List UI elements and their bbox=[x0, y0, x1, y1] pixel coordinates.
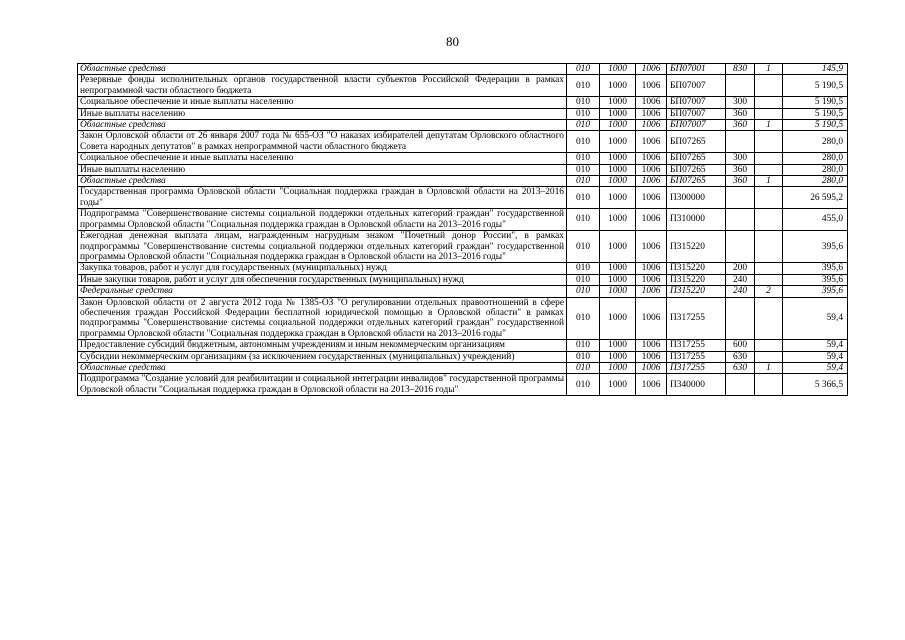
funding-source-cell bbox=[755, 340, 783, 351]
ministry-code-cell: 010 bbox=[567, 209, 600, 231]
section-code-cell: 1000 bbox=[600, 153, 636, 164]
target-item-code-cell: БП07265 bbox=[667, 164, 726, 175]
ministry-code-cell: 010 bbox=[567, 351, 600, 362]
target-item-code-cell: БП07265 bbox=[667, 153, 726, 164]
target-item-code-cell: П317255 bbox=[667, 351, 726, 362]
expense-name-cell: Подпрограмма "Создание условий для реабилитации и социальной интеграции инвалидов" государственной программы Орловской области "Социальная поддержка граждан в Орловской области на 2013–2016 годы" bbox=[78, 374, 567, 396]
table-row bbox=[78, 164, 848, 175]
target-item-code-cell: БП07001 bbox=[667, 64, 726, 75]
ministry-code-cell: 010 bbox=[567, 164, 600, 175]
amount-cell: 455,0 bbox=[783, 209, 848, 231]
expense-type-code-cell: 360 bbox=[726, 108, 755, 119]
expense-type-code-cell: 630 bbox=[726, 351, 755, 362]
section-code-cell: 1000 bbox=[600, 120, 636, 131]
ministry-code-cell: 010 bbox=[567, 131, 600, 153]
expense-name-cell: Субсидии некоммерческим организациям (за исключением государственных (муниципальных) учреждений) bbox=[78, 351, 567, 362]
amount-cell: 5 190,5 bbox=[783, 108, 848, 119]
table-row bbox=[78, 209, 848, 231]
ministry-code-cell: 010 bbox=[567, 153, 600, 164]
expense-type-code-cell: 360 bbox=[726, 120, 755, 131]
section-code-cell: 1000 bbox=[600, 374, 636, 396]
target-item-code-cell: П317255 bbox=[667, 297, 726, 340]
table-row bbox=[78, 108, 848, 119]
expense-name-cell: Областные средства bbox=[78, 64, 567, 75]
expense-type-code-cell: 630 bbox=[726, 362, 755, 373]
funding-source-cell bbox=[755, 108, 783, 119]
target-item-code-cell: БП07265 bbox=[667, 176, 726, 187]
funding-source-cell bbox=[755, 131, 783, 153]
amount-cell: 59,4 bbox=[783, 362, 848, 373]
ministry-code-cell: 010 bbox=[567, 274, 600, 285]
section-code-cell: 1000 bbox=[600, 108, 636, 119]
expense-name-cell: Областные средства bbox=[78, 120, 567, 131]
target-item-code-cell: П300000 bbox=[667, 187, 726, 209]
amount-cell: 5 190,5 bbox=[783, 120, 848, 131]
funding-source-cell bbox=[755, 97, 783, 108]
subsection-code-cell: 1006 bbox=[636, 297, 667, 340]
funding-source-cell bbox=[755, 274, 783, 285]
section-code-cell: 1000 bbox=[600, 164, 636, 175]
expense-name-cell: Иные выплаты населению bbox=[78, 108, 567, 119]
expense-type-code-cell bbox=[726, 209, 755, 231]
expense-name-cell: Иные закупки товаров, работ и услуг для обеспечения государственных (муниципальных) нужд bbox=[78, 274, 567, 285]
amount-cell: 280,0 bbox=[783, 131, 848, 153]
section-code-cell: 1000 bbox=[600, 209, 636, 231]
subsection-code-cell: 1006 bbox=[636, 64, 667, 75]
section-code-cell: 1000 bbox=[600, 351, 636, 362]
section-code-cell: 1000 bbox=[600, 64, 636, 75]
funding-source-cell bbox=[755, 231, 783, 263]
target-item-code-cell: БП07007 bbox=[667, 97, 726, 108]
expense-type-code-cell: 300 bbox=[726, 97, 755, 108]
page-number: 80 bbox=[446, 34, 459, 49]
subsection-code-cell: 1006 bbox=[636, 120, 667, 131]
expense-name-cell: Закупка товаров, работ и услуг для государственных (муниципальных) нужд bbox=[78, 263, 567, 274]
target-item-code-cell: П315220 bbox=[667, 231, 726, 263]
expense-type-code-cell: 240 bbox=[726, 286, 755, 297]
target-item-code-cell: П315220 bbox=[667, 286, 726, 297]
target-item-code-cell: БП07007 bbox=[667, 108, 726, 119]
table-row bbox=[78, 75, 848, 97]
amount-cell: 280,0 bbox=[783, 176, 848, 187]
expense-type-code-cell bbox=[726, 131, 755, 153]
table-row bbox=[78, 153, 848, 164]
ministry-code-cell: 010 bbox=[567, 231, 600, 263]
subsection-code-cell: 1006 bbox=[636, 176, 667, 187]
section-code-cell: 1000 bbox=[600, 340, 636, 351]
expense-type-code-cell: 360 bbox=[726, 164, 755, 175]
amount-cell: 5 366,5 bbox=[783, 374, 848, 396]
ministry-code-cell: 010 bbox=[567, 297, 600, 340]
target-item-code-cell: П317255 bbox=[667, 362, 726, 373]
amount-cell: 5 190,5 bbox=[783, 97, 848, 108]
table-row bbox=[78, 97, 848, 108]
expense-type-code-cell bbox=[726, 231, 755, 263]
funding-source-cell bbox=[755, 297, 783, 340]
expense-name-cell: Закон Орловской области от 2 августа 2012 года № 1385-ОЗ "О регулировании отдельных правоотношений в сфере обеспечения граждан Российской Федерации бесплатной юридической помощью в Орловской области" в рамках подпрограммы "Совершенствование системы социальной поддержки отдельных категорий граждан" государственной программы Орловской области "Социальная поддержка граждан в Орловской области на 2013–2016 годы" bbox=[78, 297, 567, 340]
table-row bbox=[78, 297, 848, 340]
expense-name-cell: Федеральные средства bbox=[78, 286, 567, 297]
ministry-code-cell: 010 bbox=[567, 120, 600, 131]
section-code-cell: 1000 bbox=[600, 274, 636, 285]
table-row bbox=[78, 131, 848, 153]
expense-name-cell: Социальное обеспечение и иные выплаты населению bbox=[78, 97, 567, 108]
budget-table bbox=[77, 63, 848, 396]
ministry-code-cell: 010 bbox=[567, 75, 600, 97]
amount-cell: 145,9 bbox=[783, 64, 848, 75]
funding-source-cell: 2 bbox=[755, 286, 783, 297]
ministry-code-cell: 010 bbox=[567, 340, 600, 351]
funding-source-cell bbox=[755, 374, 783, 396]
ministry-code-cell: 010 bbox=[567, 286, 600, 297]
section-code-cell: 1000 bbox=[600, 75, 636, 97]
target-item-code-cell: П315220 bbox=[667, 263, 726, 274]
funding-source-cell: 1 bbox=[755, 176, 783, 187]
target-item-code-cell: П315220 bbox=[667, 274, 726, 285]
amount-cell: 395,6 bbox=[783, 274, 848, 285]
table-row bbox=[78, 340, 848, 351]
subsection-code-cell: 1006 bbox=[636, 187, 667, 209]
target-item-code-cell: БП07007 bbox=[667, 120, 726, 131]
amount-cell: 395,6 bbox=[783, 263, 848, 274]
funding-source-cell: 1 bbox=[755, 362, 783, 373]
funding-source-cell bbox=[755, 187, 783, 209]
ministry-code-cell: 010 bbox=[567, 362, 600, 373]
expense-type-code-cell: 830 bbox=[726, 64, 755, 75]
expense-type-code-cell: 200 bbox=[726, 263, 755, 274]
subsection-code-cell: 1006 bbox=[636, 351, 667, 362]
section-code-cell: 1000 bbox=[600, 297, 636, 340]
amount-cell: 395,6 bbox=[783, 231, 848, 263]
funding-source-cell bbox=[755, 164, 783, 175]
section-code-cell: 1000 bbox=[600, 231, 636, 263]
subsection-code-cell: 1006 bbox=[636, 362, 667, 373]
target-item-code-cell: БП07007 bbox=[667, 75, 726, 97]
ministry-code-cell: 010 bbox=[567, 187, 600, 209]
table-row bbox=[78, 351, 848, 362]
expense-name-cell: Предоставление субсидий бюджетным, автономным учреждениям и иным некоммерческим организациям bbox=[78, 340, 567, 351]
ministry-code-cell: 010 bbox=[567, 108, 600, 119]
subsection-code-cell: 1006 bbox=[636, 97, 667, 108]
expense-type-code-cell bbox=[726, 187, 755, 209]
amount-cell: 59,4 bbox=[783, 340, 848, 351]
subsection-code-cell: 1006 bbox=[636, 374, 667, 396]
expense-name-cell: Областные средства bbox=[78, 362, 567, 373]
table-row bbox=[78, 286, 848, 297]
ministry-code-cell: 010 bbox=[567, 263, 600, 274]
expense-name-cell: Социальное обеспечение и иные выплаты населению bbox=[78, 153, 567, 164]
amount-cell: 59,4 bbox=[783, 351, 848, 362]
table-row bbox=[78, 187, 848, 209]
target-item-code-cell: БП07265 bbox=[667, 131, 726, 153]
section-code-cell: 1000 bbox=[600, 187, 636, 209]
subsection-code-cell: 1006 bbox=[636, 340, 667, 351]
section-code-cell: 1000 bbox=[600, 362, 636, 373]
amount-cell: 26 595,2 bbox=[783, 187, 848, 209]
subsection-code-cell: 1006 bbox=[636, 131, 667, 153]
funding-source-cell: 1 bbox=[755, 64, 783, 75]
table-row bbox=[78, 374, 848, 396]
subsection-code-cell: 1006 bbox=[636, 286, 667, 297]
expense-name-cell: Иные выплаты населению bbox=[78, 164, 567, 175]
expense-name-cell: Областные средства bbox=[78, 176, 567, 187]
subsection-code-cell: 1006 bbox=[636, 164, 667, 175]
expense-name-cell: Закон Орловской области от 26 января 2007 года № 655-ОЗ "О наказах избирателей депутатам Орловского областного Совета народных депутатов" в рамках непрограммной части областного бюджета bbox=[78, 131, 567, 153]
expense-type-code-cell bbox=[726, 297, 755, 340]
amount-cell: 59,4 bbox=[783, 297, 848, 340]
section-code-cell: 1000 bbox=[600, 263, 636, 274]
section-code-cell: 1000 bbox=[600, 286, 636, 297]
table-row bbox=[78, 362, 848, 373]
expense-type-code-cell: 240 bbox=[726, 274, 755, 285]
funding-source-cell bbox=[755, 263, 783, 274]
expense-name-cell: Подпрограмма "Совершенствование системы социальной поддержки отдельных категорий граждан" государственной программы Орловской области "Социальная поддержка граждан в Орловской области на 2013–2016 годы" bbox=[78, 209, 567, 231]
table-row bbox=[78, 120, 848, 131]
expense-type-code-cell bbox=[726, 75, 755, 97]
funding-source-cell: 1 bbox=[755, 120, 783, 131]
funding-source-cell bbox=[755, 153, 783, 164]
amount-cell: 280,0 bbox=[783, 153, 848, 164]
expense-type-code-cell bbox=[726, 374, 755, 396]
subsection-code-cell: 1006 bbox=[636, 153, 667, 164]
subsection-code-cell: 1006 bbox=[636, 75, 667, 97]
ministry-code-cell: 010 bbox=[567, 176, 600, 187]
expense-name-cell: Ежегодная денежная выплата лицам, награжденным нагрудным знаком "Почетный донор России", в рамках подпрограммы "Совершенствование системы социальной поддержки отдельных категорий граждан" государственной программы Орловской области "Социальная поддержка граждан в Орловской области на 2013–2016 годы" bbox=[78, 231, 567, 263]
funding-source-cell bbox=[755, 75, 783, 97]
amount-cell: 280,0 bbox=[783, 164, 848, 175]
budget-table-body bbox=[78, 64, 848, 396]
ministry-code-cell: 010 bbox=[567, 97, 600, 108]
subsection-code-cell: 1006 bbox=[636, 108, 667, 119]
target-item-code-cell: П310000 bbox=[667, 209, 726, 231]
ministry-code-cell: 010 bbox=[567, 64, 600, 75]
expense-name-cell: Государственная программа Орловской области "Социальная поддержка граждан в Орловской области на 2013–2016 годы" bbox=[78, 187, 567, 209]
expense-type-code-cell: 600 bbox=[726, 340, 755, 351]
target-item-code-cell: П340000 bbox=[667, 374, 726, 396]
subsection-code-cell: 1006 bbox=[636, 274, 667, 285]
table-row bbox=[78, 263, 848, 274]
subsection-code-cell: 1006 bbox=[636, 231, 667, 263]
subsection-code-cell: 1006 bbox=[636, 209, 667, 231]
target-item-code-cell: П317255 bbox=[667, 340, 726, 351]
ministry-code-cell: 010 bbox=[567, 374, 600, 396]
amount-cell: 5 190,5 bbox=[783, 75, 848, 97]
expense-name-cell: Резервные фонды исполнительных органов государственной власти субъектов Российской Федерации в рамках непрограммной части областного бюджета bbox=[78, 75, 567, 97]
section-code-cell: 1000 bbox=[600, 97, 636, 108]
section-code-cell: 1000 bbox=[600, 176, 636, 187]
expense-type-code-cell: 300 bbox=[726, 153, 755, 164]
table-row bbox=[78, 176, 848, 187]
funding-source-cell bbox=[755, 209, 783, 231]
subsection-code-cell: 1006 bbox=[636, 263, 667, 274]
table-row bbox=[78, 274, 848, 285]
section-code-cell: 1000 bbox=[600, 131, 636, 153]
table-row bbox=[78, 64, 848, 75]
expense-type-code-cell: 360 bbox=[726, 176, 755, 187]
amount-cell: 395,6 bbox=[783, 286, 848, 297]
funding-source-cell bbox=[755, 351, 783, 362]
table-row bbox=[78, 231, 848, 263]
